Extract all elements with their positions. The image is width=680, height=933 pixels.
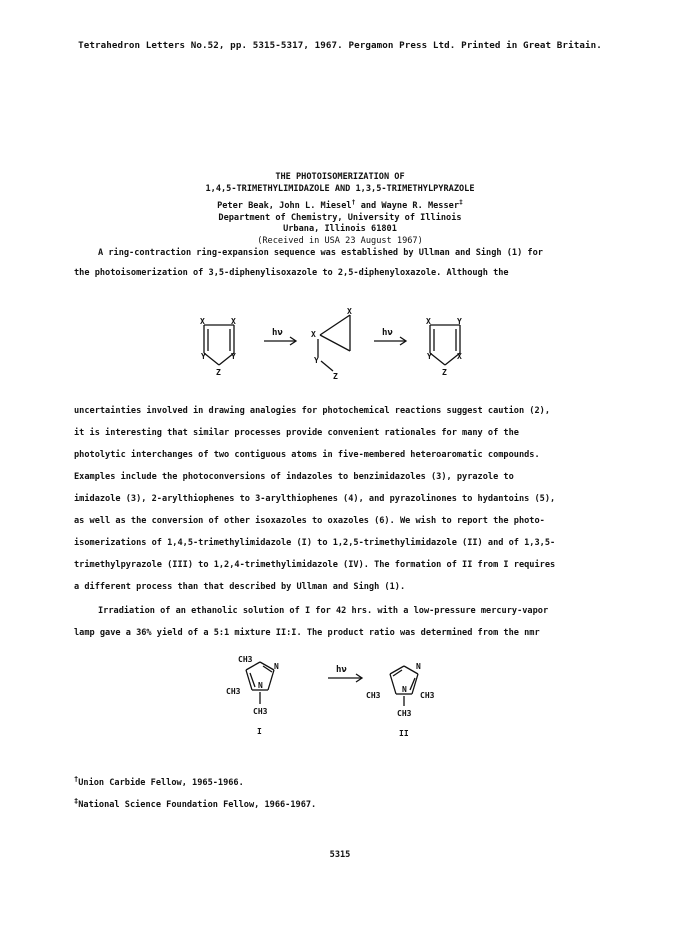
affiliation-1: Department of Chemistry, University of Illinois bbox=[218, 212, 462, 223]
nitrogen-label: N bbox=[416, 662, 421, 671]
atom-label: X bbox=[347, 307, 352, 316]
title-block bbox=[0, 172, 680, 247]
text-line: as well as the conversion of other isoxazoles to oxazoles (6). We wish to report the photo- bbox=[74, 516, 545, 526]
nitrogen-label: N bbox=[258, 681, 263, 690]
methyl-label: CH3 bbox=[366, 691, 381, 700]
text-line: isomerizations of 1,4,5-trimethylimidazole (I) to 1,2,5-trimethylimidazole (II) and of 1,3,5- bbox=[74, 538, 556, 548]
compound-label: II bbox=[399, 729, 409, 738]
atom-label: X bbox=[457, 352, 462, 361]
footnote-mark: ‡ bbox=[74, 797, 79, 806]
text-line: photolytic interchanges of two contiguous atoms in five-membered heteroaromatic compounds. bbox=[74, 450, 540, 460]
nitrogen-label: N bbox=[402, 685, 407, 694]
scheme-imidazole bbox=[216, 652, 476, 748]
methyl-label: CH3 bbox=[226, 687, 241, 696]
running-header: Tetrahedron Letters No.52, pp. 5315-5317, 1967. Pergamon Press Ltd. Printed in Great Britain. bbox=[78, 40, 602, 51]
atom-label: Z bbox=[442, 368, 447, 377]
compound-label: I bbox=[257, 727, 262, 736]
atom-label: Y bbox=[314, 356, 319, 365]
arrow-label: hν bbox=[336, 665, 347, 675]
footnote-2 bbox=[74, 797, 317, 810]
atom-label: Z bbox=[333, 372, 338, 381]
footnote-text: Union Carbide Fellow, 1965-1966. bbox=[78, 778, 244, 788]
text-line: the photoisomerization of 3,5-diphenylisoxazole to 2,5-diphenyloxazole. Although the bbox=[74, 268, 509, 278]
title-line-1: THE PHOTOISOMERIZATION OF bbox=[275, 172, 405, 182]
text-line: trimethylpyrazole (III) to 1,2,4-trimethylimidazole (IV). The formation of II from I requires bbox=[74, 560, 556, 570]
atom-label: Y bbox=[457, 317, 462, 326]
text-line: imidazole (3), 2-arylthiophenes to 3-arylthiophenes (4), and pyrazolinones to hydantoins (5), bbox=[74, 494, 556, 504]
atom-label: X bbox=[426, 317, 431, 326]
methyl-label: CH3 bbox=[397, 709, 412, 718]
author-dagger: † bbox=[351, 198, 356, 207]
arrow-label: hν bbox=[272, 328, 283, 338]
nitrogen-label: N bbox=[274, 662, 279, 671]
atom-label: Z bbox=[216, 368, 221, 377]
scheme-1-svg bbox=[190, 305, 490, 385]
scheme-ring-contraction bbox=[190, 305, 490, 385]
atom-label: Y bbox=[201, 352, 206, 361]
page-number: 5315 bbox=[329, 850, 351, 860]
methyl-label: CH3 bbox=[420, 691, 435, 700]
atom-label: Y bbox=[231, 352, 236, 361]
title-line-2: 1,4,5-TRIMETHYLIMIDAZOLE AND 1,3,5-TRIMETHYLPYRAZOLE bbox=[205, 183, 475, 194]
methyl-label: CH3 bbox=[253, 707, 268, 716]
text-line: a different process than that described by Ullman and Singh (1). bbox=[74, 582, 406, 592]
received-date: (Received in USA 23 August 1967) bbox=[257, 235, 423, 246]
affiliation-2: Urbana, Illinois 61801 bbox=[283, 224, 397, 234]
scheme-2-svg bbox=[216, 652, 476, 748]
footnote-1 bbox=[74, 775, 244, 788]
footnote-mark: † bbox=[74, 775, 79, 784]
methyl-label: CH3 bbox=[238, 655, 253, 664]
authors-line bbox=[0, 198, 680, 213]
authors: Peter Beak, John L. Miesel bbox=[217, 201, 352, 211]
author-ddagger: ‡ bbox=[459, 198, 463, 207]
footnote-text: National Science Foundation Fellow, 1966-1967. bbox=[78, 800, 317, 810]
authors-and: and Wayne R. Messer bbox=[355, 201, 459, 211]
text-line: lamp gave a 36% yield of a 5:1 mixture II:I. The product ratio was determined from the nmr bbox=[74, 628, 540, 638]
atom-label: X bbox=[311, 330, 316, 339]
text-line: it is interesting that similar processes provide convenient rationales for many of the bbox=[74, 428, 519, 438]
atom-label: X bbox=[200, 317, 205, 326]
text-line: A ring-contraction ring-expansion sequence was established by Ullman and Singh (1) for bbox=[98, 248, 543, 258]
arrow-label: hν bbox=[382, 328, 393, 338]
text-line: Examples include the photoconversions of indazoles to benzimidazoles (3), pyrazole to bbox=[74, 472, 514, 482]
text-line: Irradiation of an ethanolic solution of I for 42 hrs. with a low-pressure mercury-vapor bbox=[98, 606, 549, 616]
atom-label: Y bbox=[427, 352, 432, 361]
text-line: uncertainties involved in drawing analogies for photochemical reactions suggest caution (2), bbox=[74, 406, 550, 416]
atom-label: X bbox=[231, 317, 236, 326]
